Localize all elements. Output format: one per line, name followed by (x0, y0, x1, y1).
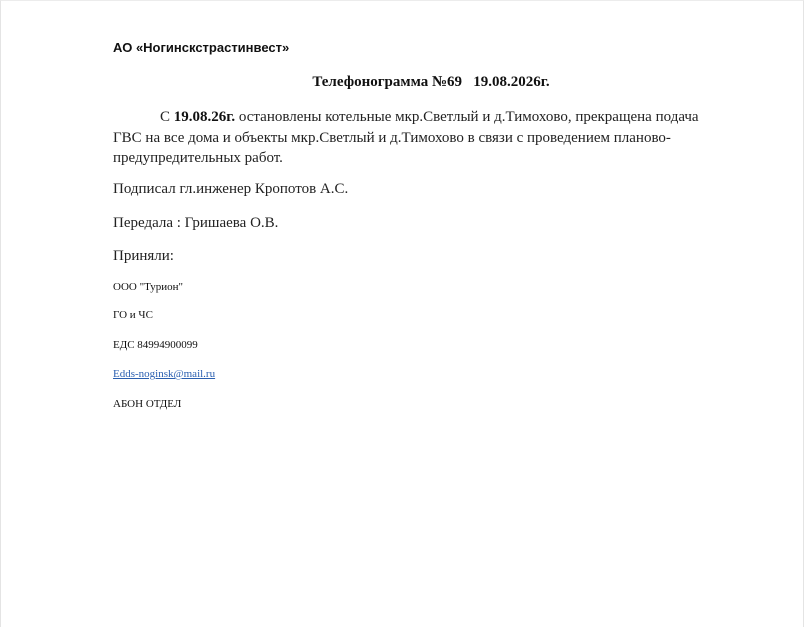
recipient-email (113, 368, 215, 380)
recipient-turion: ООО "Турион" (113, 281, 184, 293)
recipient-eds: ЕДС 84994900099 (113, 339, 198, 351)
recipient-go-chs: ГО и ЧС (113, 309, 153, 321)
organization-name: АО «Ногинскстрастинвест» (113, 40, 290, 55)
body-text: остановлены котельные мкр.Светлый и д.Тимохово, прекращена подача ГВС на все дома и объекты мкр.Светлый и д.Тимохово в связи с проведением планово-предупредительных работ. (113, 109, 699, 166)
document-title: Телефонограмма №69 19.08.2026г. (312, 74, 550, 90)
recipient-abon-otdel: АБОН ОТДЕЛ (113, 398, 182, 410)
signed-by: Подписал гл.инженер Кропотов А.С. (113, 181, 349, 197)
accepted-label: Приняли: (113, 248, 174, 264)
body-date: 19.08.26г. (173, 109, 236, 125)
body-prefix: С (160, 109, 174, 125)
passed-by: Передала : Гришаева О.В. (113, 215, 279, 231)
message-body (113, 107, 729, 169)
email-link[interactable]: Edds-noginsk@mail.ru (113, 368, 216, 380)
